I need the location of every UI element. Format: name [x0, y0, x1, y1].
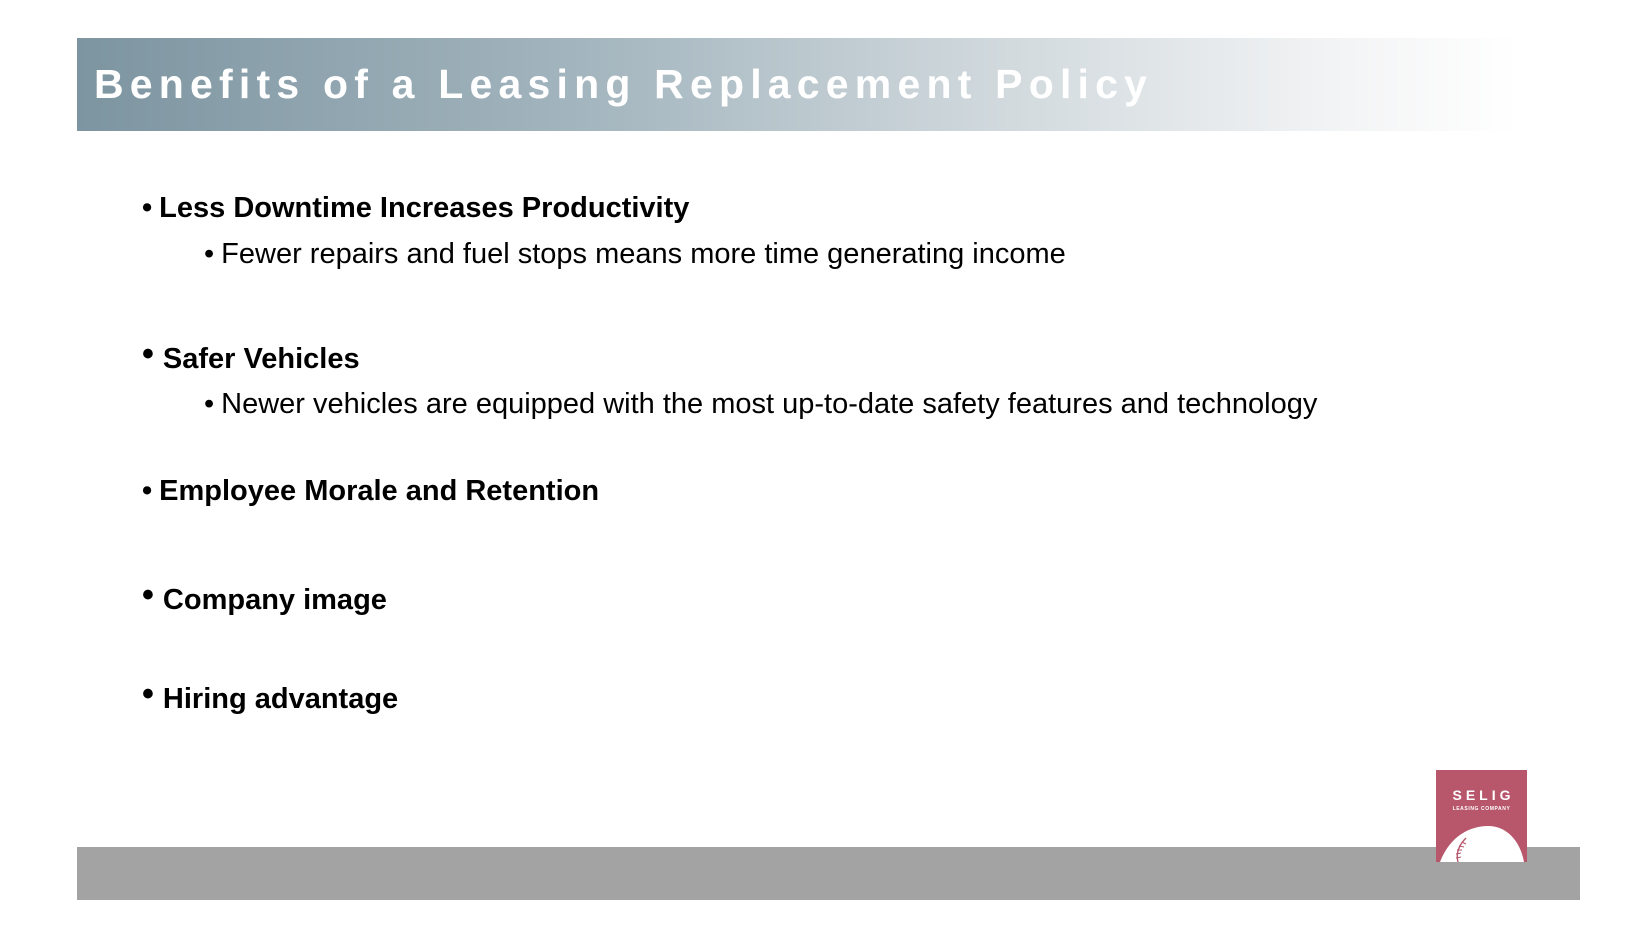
bullet-label: Hiring advantage [162, 683, 399, 715]
sub-bullet-label: Newer vehicles are equipped with the most up-to-date safety features and technology [221, 388, 1318, 420]
bullet-dot: • [204, 238, 215, 270]
bullet-label: Employee Morale and Retention [159, 475, 600, 507]
bullet-label: Less Downtime Increases Productivity [159, 192, 690, 224]
title-bar [77, 38, 1517, 131]
bullet-safer-vehicles [142, 335, 360, 377]
bullet-label: Company image [162, 584, 387, 616]
selig-logo [1436, 770, 1527, 862]
bullet-dot: • [204, 388, 215, 420]
baseball-icon [1436, 818, 1527, 862]
bullet-company-image [142, 576, 387, 618]
bullet-employee-morale [142, 475, 599, 508]
bullet-dot: • [142, 475, 153, 507]
sub-bullet-fewer-repairs [204, 238, 1066, 271]
bullet-label: Safer Vehicles [162, 343, 360, 375]
bullet-dot: • [142, 192, 153, 224]
bullet-hiring-advantage [142, 675, 399, 717]
bullet-less-downtime [142, 192, 689, 225]
slide-title: Benefits of a Leasing Replacement Policy [94, 61, 1154, 107]
bullet-dot: • [142, 675, 154, 713]
sub-bullet-label: Fewer repairs and fuel stops means more time generating income [221, 238, 1066, 270]
sub-bullet-newer-vehicles [204, 388, 1317, 421]
bullet-dot: • [142, 576, 154, 614]
logo-subtitle: LEASING COMPANY [1452, 806, 1511, 812]
footer-bar [77, 847, 1580, 900]
logo-name: SELIG [1452, 787, 1515, 803]
bullet-dot: • [142, 335, 154, 373]
